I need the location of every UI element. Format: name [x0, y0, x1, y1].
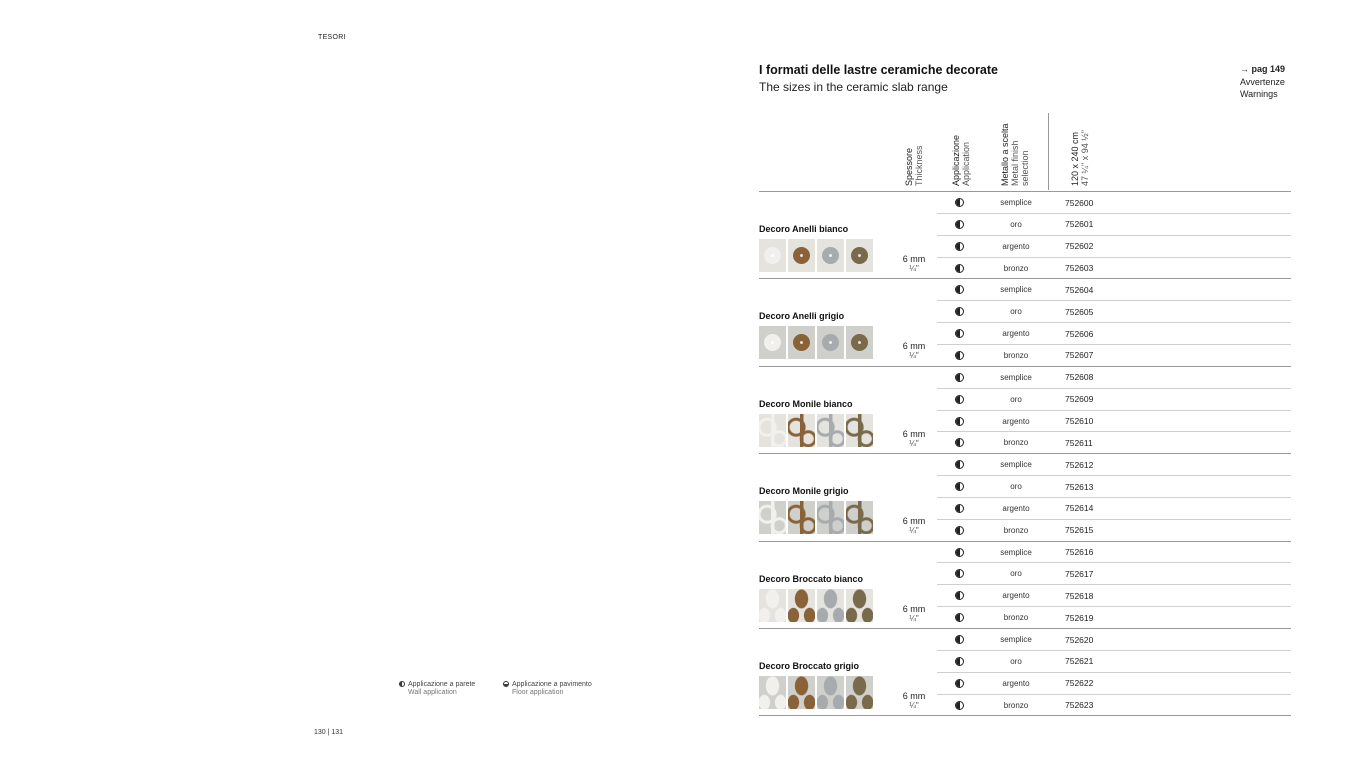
wall-application-icon: [955, 504, 964, 513]
article-code[interactable]: 752602: [1065, 241, 1094, 252]
swatch-pattern: [846, 589, 873, 622]
metal-en-2: selection: [1020, 150, 1030, 186]
warnings-reference[interactable]: [1240, 63, 1285, 101]
article-code[interactable]: 752603: [1065, 263, 1094, 274]
wall-application-icon: [955, 351, 964, 360]
row-rule: [937, 562, 1291, 563]
legend-floor: [503, 681, 592, 697]
row-rule: [937, 300, 1291, 301]
swatch-bronzo: [846, 589, 873, 622]
thickness-mm: 6 mm: [902, 516, 926, 527]
swatch-pattern: [846, 501, 873, 534]
swatch-argento: [817, 676, 844, 709]
wall-application-icon: [955, 307, 964, 316]
thickness-inch: ¼": [909, 613, 919, 623]
article-code[interactable]: 752605: [1065, 306, 1094, 317]
product-thickness: [898, 692, 930, 710]
thickness-inch: ¼": [909, 438, 919, 448]
finish-label: oro: [1010, 219, 1022, 229]
warnings-page-link[interactable]: → pag 149: [1240, 64, 1286, 74]
finish-label: bronzo: [1003, 525, 1029, 535]
wall-application-icon: [955, 395, 964, 404]
row-rule: [937, 475, 1291, 476]
product-swatches: [759, 414, 873, 447]
article-code[interactable]: 752607: [1065, 350, 1094, 361]
section-label: TESORI: [318, 34, 346, 41]
product-thickness: [898, 605, 930, 623]
row-rule: [759, 366, 1291, 367]
finish-label: oro: [1010, 307, 1022, 317]
article-code[interactable]: 752612: [1065, 459, 1094, 470]
article-code[interactable]: 752618: [1065, 590, 1094, 601]
article-code[interactable]: 752620: [1065, 634, 1094, 645]
page-numbers: 130 | 131: [314, 729, 344, 736]
row-rule: [937, 650, 1291, 651]
finish-label: bronzo: [1003, 613, 1029, 623]
metal-it: Metallo a scelta: [1000, 123, 1010, 186]
article-code[interactable]: 752608: [1065, 372, 1094, 383]
page-title: I formati delle lastre ceramiche decorate: [759, 63, 998, 77]
wall-application-icon: [955, 220, 964, 229]
swatch-semplice: [759, 414, 786, 447]
thickness-inch: ¼": [909, 701, 919, 710]
swatch-semplice: [759, 589, 786, 622]
swatch-argento: [817, 501, 844, 534]
article-code[interactable]: 752615: [1065, 525, 1094, 536]
thickness-mm: 6 mm: [902, 428, 926, 439]
product-thickness: [898, 342, 930, 360]
size-in: 47 ¼" x 94 ½": [1080, 130, 1090, 186]
row-rule: [937, 519, 1291, 520]
swatch-ring: [851, 334, 868, 351]
product-name: Decoro Broccato bianco: [759, 573, 864, 584]
thickness-inch: ¼": [909, 351, 919, 361]
article-code[interactable]: 752614: [1065, 503, 1094, 514]
swatch-pattern: [759, 589, 786, 622]
row-rule: [759, 541, 1291, 542]
swatch-pattern: [817, 414, 844, 447]
metal-en-1: Metal finish: [1010, 140, 1020, 186]
article-code[interactable]: 752622: [1065, 678, 1094, 689]
swatch-oro: [788, 501, 815, 534]
application-en: Application: [961, 141, 971, 186]
finish-label: semplice: [1000, 547, 1032, 557]
finish-label: bronzo: [1003, 263, 1029, 273]
wall-application-icon: [955, 613, 964, 622]
warnings-it: Avvertenze: [1240, 76, 1285, 87]
article-code[interactable]: 752609: [1065, 394, 1094, 405]
swatch-pattern: [788, 501, 815, 534]
floor-application-icon: [503, 681, 509, 687]
wall-application-icon: [955, 264, 964, 273]
swatch-oro: [788, 326, 815, 359]
wall-application-icon: [955, 679, 964, 688]
finish-label: semplice: [1000, 460, 1032, 470]
finish-label: oro: [1010, 394, 1022, 404]
wall-application-icon: [955, 460, 964, 469]
product-swatches: [759, 676, 873, 709]
finish-label: semplice: [1000, 285, 1032, 295]
swatch-bronzo: [846, 326, 873, 359]
product-swatches: [759, 589, 873, 622]
wall-application-icon: [955, 438, 964, 447]
wall-application-icon: [955, 329, 964, 338]
wall-application-icon: [955, 701, 964, 710]
application-it: Applicazione: [951, 134, 961, 186]
swatch-semplice: [759, 239, 786, 272]
wall-application-icon: [955, 569, 964, 578]
swatch-ring: [822, 334, 839, 351]
article-code[interactable]: 752616: [1065, 547, 1094, 558]
swatch-ring: [822, 247, 839, 264]
wall-application-icon: [955, 198, 964, 207]
thickness-mm: 6 mm: [902, 254, 926, 264]
page-subtitle: The sizes in the ceramic slab range: [759, 80, 948, 94]
article-code[interactable]: 752611: [1065, 437, 1093, 448]
swatch-pattern: [788, 414, 815, 447]
row-rule: [937, 388, 1291, 389]
row-rule: [937, 235, 1291, 236]
article-code[interactable]: 752623: [1065, 700, 1094, 711]
thickness-en: Thickness: [914, 145, 924, 186]
product-name: Decoro Anelli bianco: [759, 224, 849, 234]
article-code[interactable]: 752610: [1065, 416, 1094, 426]
swatch-argento: [817, 414, 844, 447]
row-rule: [937, 322, 1291, 323]
wall-application-icon: [955, 635, 964, 644]
article-code[interactable]: 752606: [1065, 328, 1094, 339]
finish-label: argento: [1002, 416, 1030, 426]
column-header-thickness: [904, 145, 924, 186]
swatch-argento: [817, 589, 844, 622]
finish-label: oro: [1010, 569, 1022, 579]
product-name: Decoro Broccato grigio: [759, 661, 860, 671]
product-name: Decoro Anelli grigio: [759, 311, 845, 322]
swatch-semplice: [759, 676, 786, 709]
thickness-mm: 6 mm: [902, 603, 926, 614]
swatch-ring: [764, 247, 781, 264]
swatch-pattern: [846, 414, 873, 447]
thickness-it: Spessore: [904, 147, 914, 186]
swatch-pattern: [759, 501, 786, 534]
wall-application-icon: [955, 526, 964, 535]
legend-floor-it: Applicazione a pavimento: [512, 681, 592, 688]
product-swatches: [759, 326, 873, 359]
column-divider: [1048, 113, 1049, 190]
product-name: Decoro Monile bianco: [759, 398, 853, 409]
size-cm: 120 x 240 cm: [1070, 131, 1080, 186]
row-rule: [937, 257, 1291, 258]
row-rule: [759, 278, 1291, 279]
row-rule: [937, 213, 1291, 214]
column-header-metal: [1000, 123, 1030, 186]
wall-application-icon: [399, 681, 405, 687]
product-thickness: [898, 517, 930, 535]
finish-label: semplice: [1000, 372, 1032, 382]
wall-application-icon: [955, 482, 964, 491]
wall-application-icon: [955, 591, 964, 600]
thickness-inch: ¼": [909, 264, 919, 273]
swatch-ring: [851, 247, 868, 264]
swatch-bronzo: [846, 239, 873, 272]
row-rule: [937, 672, 1291, 673]
product-name: Decoro Monile grigio: [759, 486, 849, 497]
row-rule: [759, 715, 1291, 716]
row-rule: [937, 497, 1291, 498]
swatch-semplice: [759, 326, 786, 359]
finish-label: oro: [1010, 656, 1022, 666]
legend-wall: [399, 681, 475, 697]
finish-label: argento: [1002, 503, 1030, 513]
legend-floor-en: Floor application: [512, 689, 564, 696]
product-swatches: [759, 501, 873, 534]
swatch-pattern: [788, 676, 815, 709]
row-rule: [759, 453, 1291, 454]
finish-label: argento: [1002, 678, 1030, 688]
row-rule: [759, 628, 1291, 629]
swatch-pattern: [788, 589, 815, 622]
row-rule: [937, 431, 1291, 432]
finish-label: argento: [1002, 591, 1030, 601]
wall-application-icon: [955, 417, 964, 426]
finish-label: semplice: [1000, 198, 1032, 207]
swatch-pattern: [759, 676, 786, 709]
swatch-oro: [788, 676, 815, 709]
finish-label: argento: [1002, 241, 1030, 251]
product-swatches: [759, 239, 873, 272]
finish-label: semplice: [1000, 635, 1032, 644]
swatch-bronzo: [846, 501, 873, 534]
finish-label: bronzo: [1003, 700, 1029, 710]
wall-application-icon: [955, 285, 964, 294]
swatch-bronzo: [846, 676, 873, 709]
swatch-ring: [793, 247, 810, 264]
article-code[interactable]: 752604: [1065, 284, 1094, 295]
thickness-mm: 6 mm: [902, 691, 926, 701]
thickness-mm: 6 mm: [902, 341, 926, 352]
warnings-en: Warnings: [1240, 89, 1278, 99]
wall-application-icon: [955, 373, 964, 382]
wall-application-icon: [955, 242, 964, 251]
swatch-oro: [788, 589, 815, 622]
row-rule: [937, 410, 1291, 411]
swatch-ring: [793, 334, 810, 351]
swatch-pattern: [817, 676, 844, 709]
swatch-oro: [788, 414, 815, 447]
swatch-pattern: [759, 414, 786, 447]
wall-application-icon: [955, 657, 964, 666]
row-rule: [937, 344, 1291, 345]
swatch-pattern: [846, 676, 873, 709]
swatch-oro: [788, 239, 815, 272]
swatch-semplice: [759, 501, 786, 534]
thickness-inch: ¼": [909, 526, 919, 536]
finish-label: bronzo: [1003, 438, 1029, 448]
product-thickness: [898, 255, 930, 273]
column-header-application: [951, 135, 971, 186]
finish-label: argento: [1002, 329, 1030, 339]
article-code[interactable]: 752617: [1065, 568, 1094, 579]
article-code[interactable]: 752600: [1065, 197, 1094, 208]
finish-label: oro: [1010, 482, 1022, 492]
table-top-rule: [759, 191, 1291, 192]
finish-label: bronzo: [1003, 350, 1029, 360]
swatch-pattern: [817, 589, 844, 622]
article-code[interactable]: 752619: [1065, 612, 1094, 623]
swatch-ring: [764, 334, 781, 351]
article-code[interactable]: 752621: [1065, 656, 1094, 667]
row-rule: [937, 584, 1291, 585]
article-code[interactable]: 752601: [1065, 219, 1094, 230]
swatch-pattern: [817, 501, 844, 534]
swatch-argento: [817, 239, 844, 272]
legend-wall-en: Wall application: [408, 689, 457, 696]
wall-application-icon: [955, 548, 964, 557]
column-header-size: [1070, 130, 1090, 186]
swatch-argento: [817, 326, 844, 359]
legend-wall-it: Applicazione a parete: [408, 681, 476, 688]
row-rule: [937, 606, 1291, 607]
article-code[interactable]: 752613: [1065, 481, 1094, 492]
row-rule: [937, 694, 1291, 695]
product-thickness: [898, 430, 930, 448]
swatch-bronzo: [846, 414, 873, 447]
